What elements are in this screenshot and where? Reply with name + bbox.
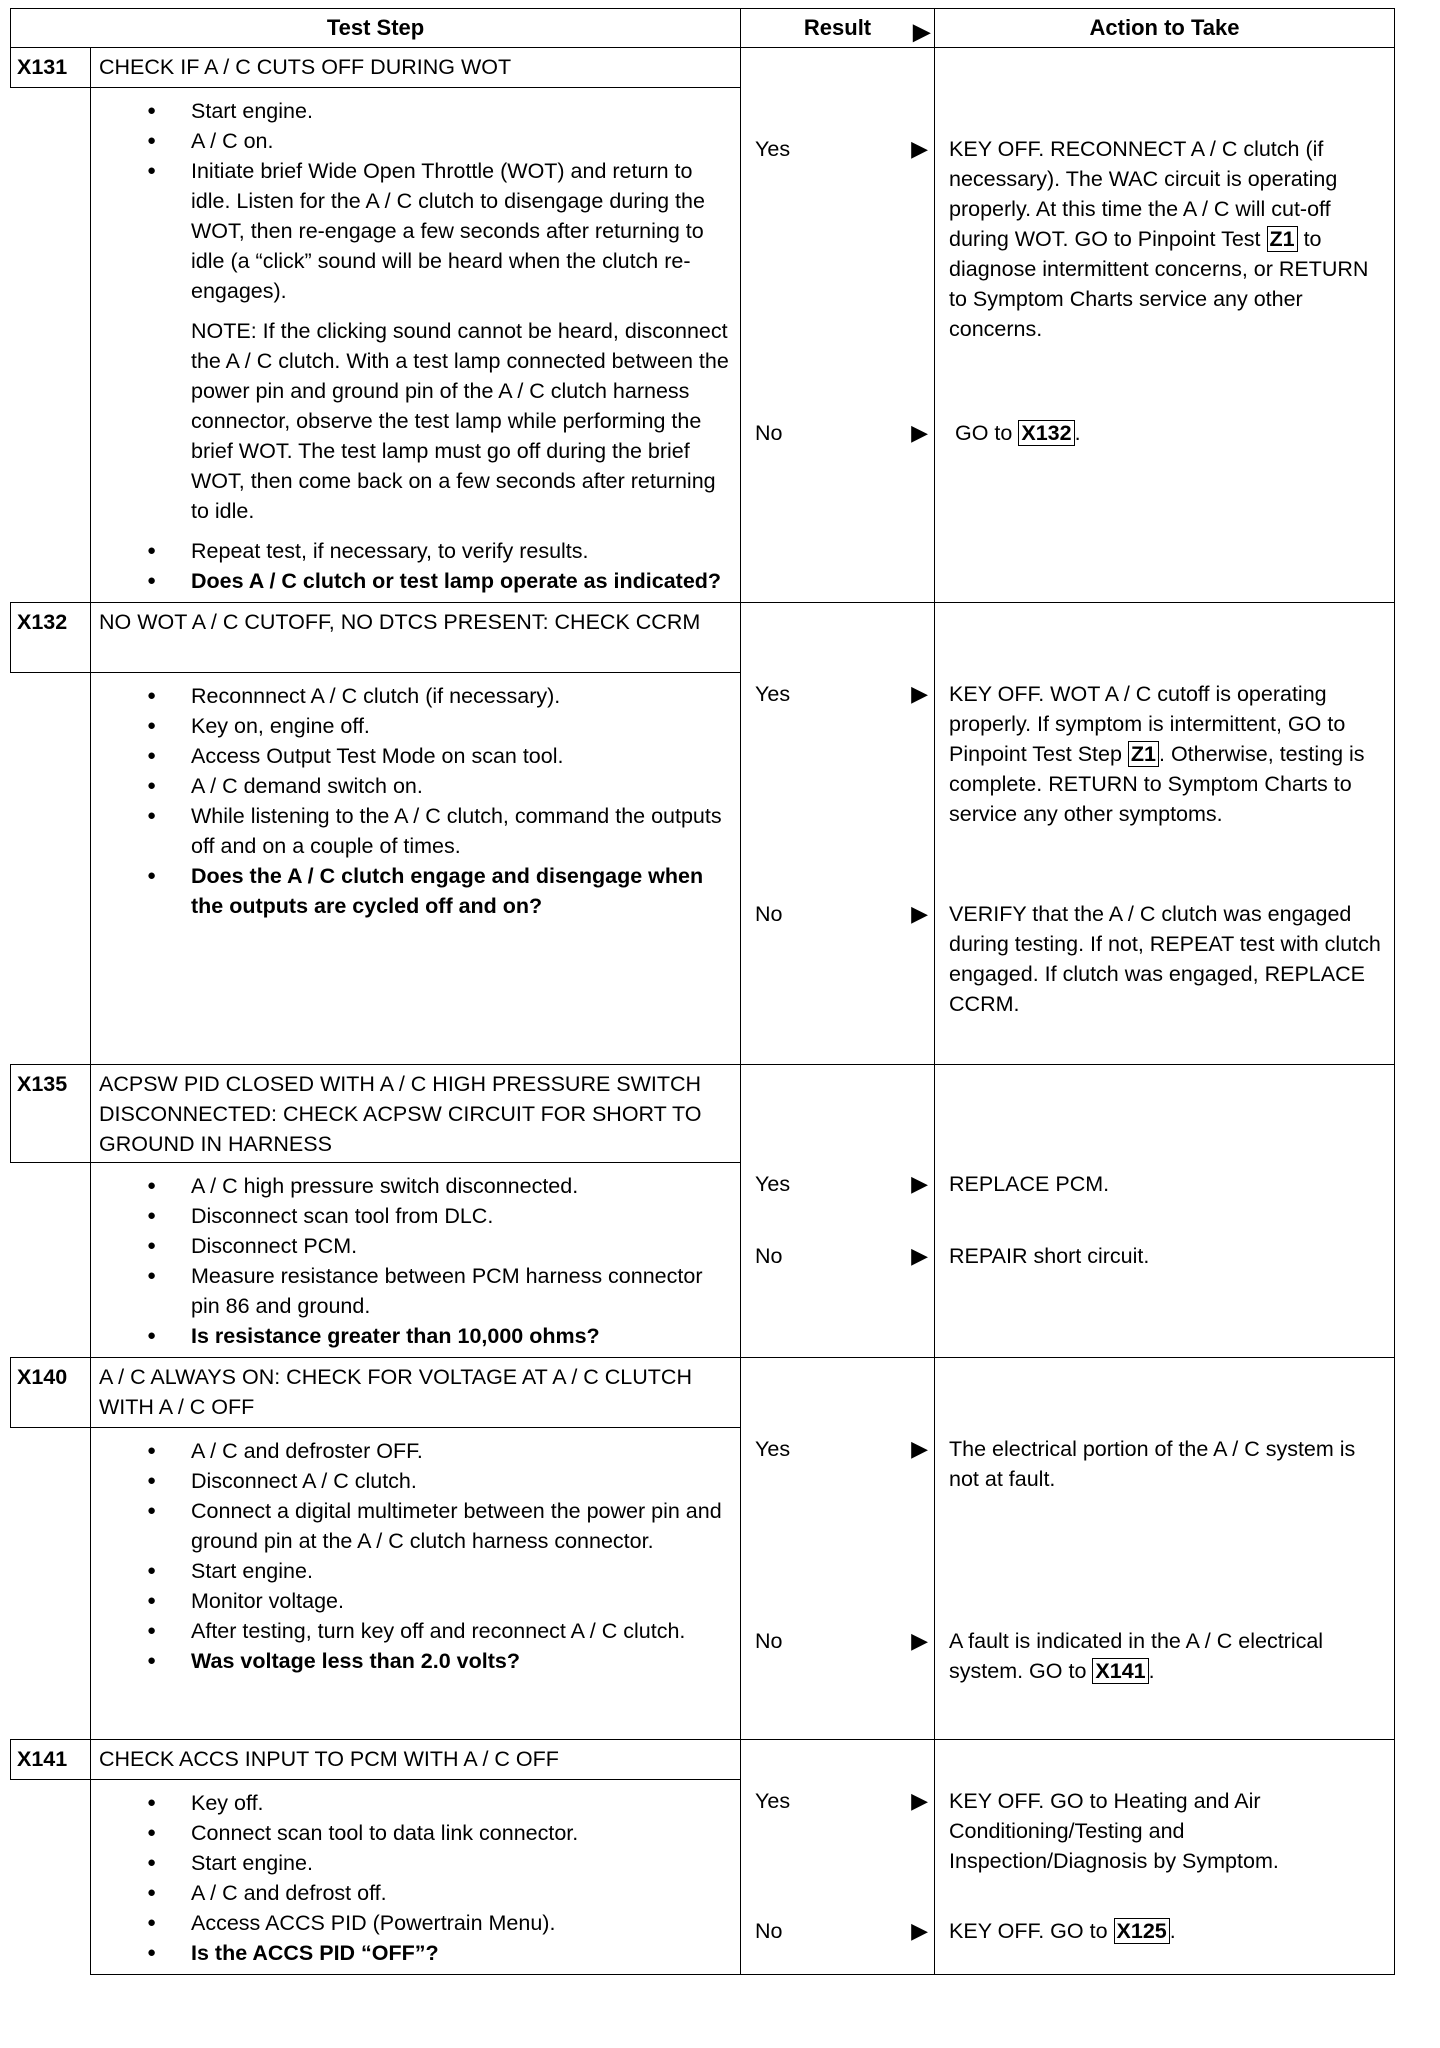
step-question: ● Was voltage less than 2.0 volts? <box>191 1646 730 1676</box>
list-item: ● Access ACCS PID (Powertrain Menu). <box>191 1908 730 1938</box>
step-title-row <box>11 1358 1395 1428</box>
step-instructions <box>91 1163 741 1358</box>
list-item: ● A / C high pressure switch disconnected. <box>191 1171 730 1201</box>
step-question: ● Does A / C clutch or test lamp operate as indicated? <box>191 566 730 596</box>
list-item: ● Key off. <box>191 1788 730 1818</box>
list-item: ● Repeat test, if necessary, to verify results. <box>191 536 730 566</box>
result-cell <box>741 1358 935 1740</box>
list-item: ● Disconnect A / C clutch. <box>191 1466 730 1496</box>
step-id: X141 <box>11 1740 91 1780</box>
step-id: X135 <box>11 1065 91 1163</box>
action-no: A fault is indicated in the A / C electrical system. GO to X141 . <box>949 1629 1324 1683</box>
step-title: ACPSW PID CLOSED WITH A / C HIGH PRESSURE SWITCH DISCONNECTED: CHECK ACPSW CIRCUIT FOR SHORT TO GROUND IN HARNESS <box>91 1065 741 1163</box>
step-title: NO WOT A / C CUTOFF, NO DTCS PRESENT: CHECK CCRM <box>91 603 741 673</box>
step-id: X140 <box>11 1358 91 1428</box>
list-item: ● Disconnect scan tool from DLC. <box>191 1201 730 1231</box>
list-item: ● A / C on. <box>191 126 730 156</box>
list-item: ● Connect scan tool to data link connector. <box>191 1818 730 1848</box>
list-item: ● Key on, engine off. <box>191 711 730 741</box>
result-cell <box>741 1740 935 1975</box>
arrow-right-icon: ▶ <box>911 1628 929 1653</box>
action-no: REPAIR short circuit. <box>949 1244 1150 1268</box>
list-item: ● Connect a digital multimeter between the power pin and ground pin at the A / C clutch harness connector. <box>191 1496 730 1556</box>
list-item: ● Reconnnect A / C clutch (if necessary). <box>191 681 730 711</box>
arrow-right-icon: ▶ <box>911 1918 929 1943</box>
result-no: No ▶ <box>755 1241 930 1271</box>
action-yes: The electrical portion of the A / C system is not at fault. <box>949 1437 1356 1491</box>
list-item: ● Access Output Test Mode on scan tool. <box>191 741 730 771</box>
action-cell <box>935 1740 1395 1975</box>
list-item: ● Measure resistance between PCM harness connector pin 86 and ground. <box>191 1261 730 1321</box>
list-item: ● Disconnect PCM. <box>191 1231 730 1261</box>
result-cell <box>741 48 935 603</box>
arrow-right-icon: ▶ <box>911 901 929 926</box>
list-item: ● A / C demand switch on. <box>191 771 730 801</box>
header-action: Action to Take <box>935 9 1395 48</box>
arrow-right-icon: ▶ <box>911 1243 929 1268</box>
list-item: ● A / C and defrost off. <box>191 1878 730 1908</box>
step-title-row <box>11 48 1395 88</box>
list-item: ● While listening to the A / C clutch, command the outputs off and on a couple of times. <box>191 801 730 861</box>
list-item: ● Start engine. <box>191 96 730 126</box>
result-cell <box>741 1065 935 1358</box>
action-cell <box>935 1358 1395 1740</box>
ref-box-z1[interactable]: Z1 <box>1267 226 1298 252</box>
ref-box-z1[interactable]: Z1 <box>1128 741 1159 767</box>
step-question: ● Does the A / C clutch engage and disengage when the outputs are cycled off and on? <box>191 861 730 921</box>
step-title: A / C ALWAYS ON: CHECK FOR VOLTAGE AT A / C CLUTCH WITH A / C OFF <box>91 1358 741 1428</box>
step-instructions <box>91 1428 741 1740</box>
header-result <box>741 9 935 48</box>
action-yes: KEY OFF. RECONNECT A / C clutch (if necessary). The WAC circuit is operating properly. At this time the A / C will cut-off during WOT. GO to Pinpoint Test Z1 to diagnose intermittent concerns, or RETURN to Symptom Charts service any other concerns. <box>949 137 1369 341</box>
header-test-step: Test Step <box>11 9 741 48</box>
header-result-label: Result <box>803 15 872 40</box>
step-instructions <box>91 673 741 1065</box>
result-yes: Yes ▶ <box>755 1169 930 1199</box>
result-no: No ▶ <box>755 1916 930 1946</box>
arrow-right-icon: ▶ <box>911 1436 929 1461</box>
action-cell <box>935 1065 1395 1358</box>
result-yes: Yes ▶ <box>755 679 930 709</box>
action-cell <box>935 48 1395 603</box>
result-no: No ▶ <box>755 418 930 448</box>
list-item: ● A / C and defroster OFF. <box>191 1436 730 1466</box>
action-yes: KEY OFF. GO to Heating and Air Conditioning/Testing and Inspection/Diagnosis by Symptom. <box>949 1789 1279 1873</box>
step-title: CHECK IF A / C CUTS OFF DURING WOT <box>91 48 741 88</box>
step-instructions <box>91 1780 741 1975</box>
result-no: No ▶ <box>755 1626 930 1656</box>
arrow-right-icon: ▶ <box>911 681 929 706</box>
arrow-right-icon: ▶ <box>913 19 931 44</box>
list-item: ● Start engine. <box>191 1556 730 1586</box>
result-yes: Yes ▶ <box>755 1434 930 1464</box>
step-title-row <box>11 603 1395 673</box>
result-cell <box>741 603 935 1065</box>
step-title-row <box>11 1740 1395 1780</box>
list-item: ● After testing, turn key off and reconnect A / C clutch. <box>191 1616 730 1646</box>
arrow-right-icon: ▶ <box>911 136 929 161</box>
action-no: GO to X132 . <box>955 421 1081 445</box>
action-no: KEY OFF. GO to X125 . <box>949 1919 1176 1943</box>
step-question: ● Is the ACCS PID “OFF”? <box>191 1938 730 1968</box>
table-header-row <box>11 9 1395 48</box>
step-title-row <box>11 1065 1395 1163</box>
list-item: ● Monitor voltage. <box>191 1586 730 1616</box>
action-yes: KEY OFF. WOT A / C cutoff is operating properly. If symptom is intermittent, GO to Pinpoint Test Step Z1 . Otherwise, testing is complete. RETURN to Symptom Charts to service any other symptoms. <box>949 682 1365 826</box>
ref-box-x125[interactable]: X125 <box>1114 1918 1170 1944</box>
step-instructions <box>91 88 741 603</box>
arrow-right-icon: ▶ <box>911 1788 929 1813</box>
result-no: No ▶ <box>755 899 930 929</box>
action-yes: REPLACE PCM. <box>949 1172 1110 1196</box>
ref-box-x132[interactable]: X132 <box>1018 420 1074 446</box>
diagnostic-table-page <box>10 8 1394 1975</box>
list-item: ● Initiate brief Wide Open Throttle (WOT) and return to idle. Listen for the A / C clutch to disengage during the WOT, then re-engage a few seconds after returning to idle (a “click” sound will be heard when the clutch re-engages). <box>191 156 730 306</box>
note-text: NOTE: If the clicking sound cannot be heard, disconnect the A / C clutch. With a test lamp connected between the power pin and ground pin of the A / C clutch harness connector, observe the test lamp while performing the brief WOT. The test lamp must go off during the brief WOT, then come back on a few seconds after returning to idle. <box>191 319 729 523</box>
step-question: ● Is resistance greater than 10,000 ohms? <box>191 1321 730 1351</box>
pinpoint-test-table <box>10 8 1395 1975</box>
arrow-right-icon: ▶ <box>911 420 929 445</box>
action-no: VERIFY that the A / C clutch was engaged during testing. If not, REPEAT test with clutch engaged. If clutch was engaged, REPLACE CCRM. <box>949 902 1381 1016</box>
result-yes: Yes ▶ <box>755 134 930 164</box>
action-cell <box>935 603 1395 1065</box>
step-id: X131 <box>11 48 91 88</box>
step-title: CHECK ACCS INPUT TO PCM WITH A / C OFF <box>91 1740 741 1780</box>
result-yes: Yes ▶ <box>755 1786 930 1816</box>
ref-box-x141[interactable]: X141 <box>1092 1658 1148 1684</box>
list-item: ● Start engine. <box>191 1848 730 1878</box>
arrow-right-icon: ▶ <box>911 1171 929 1196</box>
step-id: X132 <box>11 603 91 673</box>
